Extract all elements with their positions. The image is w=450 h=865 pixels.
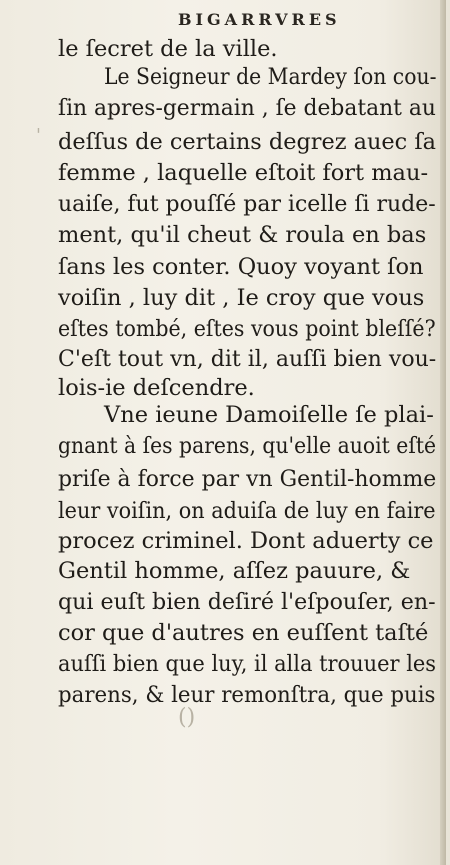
text-line: auſſi bien que luy, il alla trouuer les — [58, 651, 437, 677]
text-line: procez criminel. Dont aduerty ce — [58, 528, 434, 554]
text-line: deſſus de certains degrez auec ſa — [58, 129, 436, 155]
text-line: qui euſt bien deſiré l'eſpouſer, en- — [58, 589, 436, 615]
text-line: cor que d'autres en euſſent taſté — [58, 620, 429, 646]
text-line: eſtes tombé, eſtes vous point bleſſé? — [58, 316, 436, 342]
text-line: Vne ieune Damoiſelle ſe plai- — [104, 402, 434, 428]
text-line: parens, & leur remonſtra, que puis — [58, 682, 436, 708]
text-line: leur voiſin, on aduiſa de luy en faire — [58, 498, 436, 524]
bleed-through-mark: () — [178, 705, 196, 730]
text-line: ſans les conter. Quoy voyant ſon — [58, 254, 424, 280]
text-line: le ſecret de la ville. — [58, 36, 278, 62]
text-line: ment, qu'il cheut & roula en bas — [58, 222, 427, 248]
text-line: lois-ie deſcendre. — [58, 375, 255, 401]
text-line: uaiſe, fut pouſſé par icelle ſi rude- — [58, 191, 436, 217]
text-line: ſin apres-germain , ſe debatant au — [58, 95, 436, 121]
text-line: priſe à force par vn Gentil-homme — [58, 466, 437, 492]
text-line: femme , laquelle eſtoit fort mau- — [58, 160, 429, 186]
text-line: Le Seigneur de Mardey ſon cou- — [104, 64, 437, 90]
margin-mark: ' — [36, 125, 41, 146]
text-line: gnant à ſes parens, qu'elle auoit eſté — [58, 433, 437, 459]
page-edge — [440, 0, 446, 865]
text-line: C'eſt tout vn, dit il, auſſi bien vou- — [58, 346, 437, 372]
running-header: BIGARRVRES — [178, 10, 341, 29]
text-line: voiſin , luy dit , Ie croy que vous — [58, 285, 425, 311]
text-line: Gentil homme, aſſez pauure, & — [58, 558, 411, 584]
